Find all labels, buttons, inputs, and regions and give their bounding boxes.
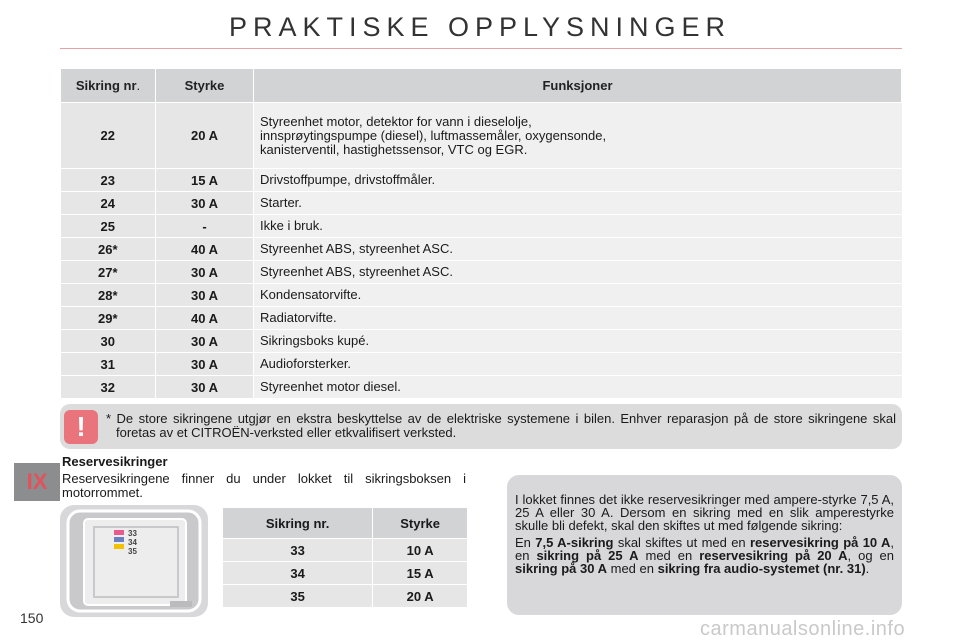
reserve-row <box>223 562 468 585</box>
info-paragraph-1: I lokket finnes det ikke reservesikringer med ampere-styrke 7,5 A, 25 A eller 30 A. Dersom en sikring med en slik amperestyrke skulle bli defekt, skal den skiftes ut med følgende sikring: <box>515 492 894 533</box>
warning-note-text: * De store sikringene utgjør en ekstra beskyttelse av de elektriske systemene i bilen. Enhver reparasjon på de store sikringene skal foretas av et CITROËN-verksted eller etkvalifisert verksted. <box>106 411 896 440</box>
reserve-header-amperage: Styrke <box>373 508 468 539</box>
fuse-function <box>254 192 902 215</box>
fuse-number: 31 <box>61 353 156 376</box>
fuse-function <box>254 376 902 399</box>
fuse-row <box>61 353 902 376</box>
header-fuse-number: Sikring nr. <box>61 69 156 103</box>
fuse-function <box>254 261 902 284</box>
fuse-function <box>254 169 902 192</box>
fuse-table-header <box>61 69 902 103</box>
fuse-number: 32 <box>61 376 156 399</box>
fuse-number: 24 <box>61 192 156 215</box>
fuse-amperage: 40 A <box>156 307 254 330</box>
fuse-function-line: Styreenhet motor diesel. <box>260 379 401 394</box>
fuse-row <box>61 376 902 399</box>
fuse-function <box>254 353 902 376</box>
fuse-number: 26* <box>61 238 156 261</box>
fuse-function-line: Ikke i bruk. <box>260 218 323 233</box>
diagram-label-34: 34 <box>128 538 137 547</box>
fuse-function-line: Styreenhet ABS, styreenhet ASC. <box>260 264 453 279</box>
fuse-row <box>61 103 902 169</box>
fuse-function <box>254 284 902 307</box>
diagram-label-35: 35 <box>128 547 137 556</box>
fuse-function-line: kanisterventil, hastighetssensor, VTC og EGR. <box>260 141 528 157</box>
reserve-fuse-number: 35 <box>223 585 373 608</box>
fuse-amperage: 30 A <box>156 330 254 353</box>
reserve-table-body <box>223 539 468 608</box>
fuse-function-line: innsprøytingspumpe (diesel), luftmassemåler, oxygensonde, <box>260 127 607 143</box>
fuse-function-line: Starter. <box>260 195 302 210</box>
title-divider <box>60 48 902 49</box>
page-number: 150 <box>20 610 44 626</box>
fuse-function <box>254 238 902 261</box>
warning-icon: ! <box>64 410 98 444</box>
reserve-header-number: Sikring nr. <box>223 508 373 539</box>
fuse-number: 30 <box>61 330 156 353</box>
reserve-fuse-amperage: 15 A <box>373 562 468 585</box>
fuse-number: 27* <box>61 261 156 284</box>
fuse-row <box>61 330 902 353</box>
fuse-amperage: 15 A <box>156 169 254 192</box>
fuse-amperage: 40 A <box>156 238 254 261</box>
fuse-row <box>61 284 902 307</box>
fuse-number: 29* <box>61 307 156 330</box>
fuse-table <box>60 68 902 399</box>
fuse-box-illustration <box>60 505 208 617</box>
fuse-amperage: 30 A <box>156 376 254 399</box>
fuse-function-line: Sikringsboks kupé. <box>260 333 370 348</box>
fuse-function-line: Drivstoffpumpe, drivstoffmåler. <box>260 172 436 187</box>
reserve-fuse-amperage: 20 A <box>373 585 468 608</box>
fuse-row <box>61 169 902 192</box>
fuse-row <box>61 192 902 215</box>
info-panel <box>507 475 902 615</box>
fuse-function-line: Styreenhet motor, detektor for vann i dieselolje, <box>260 113 532 129</box>
fuse-amperage: 30 A <box>156 284 254 307</box>
fuse-number: 22 <box>61 103 156 169</box>
info-paragraph-2: En 7,5 A-sikring skal skiftes ut med en reservesikring på 10 A, en sikring på 25 A med en reservesikring på 20 A, og en sikring på 30 A med en sikring fra audio-systemet (nr. 31). <box>515 535 895 576</box>
fuse-function <box>254 215 902 238</box>
fuse-amperage: 30 A <box>156 261 254 284</box>
fuse-box-drawing <box>60 505 208 617</box>
page-title: PRAKTISKE OPPLYSNINGER <box>228 12 732 42</box>
header-functions: Funksjoner <box>254 69 902 103</box>
fuse-function-line: Styreenhet ABS, styreenhet ASC. <box>260 241 453 256</box>
fuse-function <box>254 103 902 169</box>
chapter-tab: IX <box>14 463 60 501</box>
fuse-row <box>61 238 902 261</box>
fuse-function-line: Kondensatorvifte. <box>260 287 362 302</box>
fuse-amperage: 30 A <box>156 353 254 376</box>
header-amperage: Styrke <box>156 69 254 103</box>
fuse-row <box>61 307 902 330</box>
fuse-table-body <box>61 103 902 399</box>
reserve-fuses-text: Reservesikringene finner du under lokket til sikringsboksen i motorrommet. <box>62 471 466 500</box>
watermark: carmanualsonline.info <box>700 618 906 640</box>
reserve-fuses-heading: Reservesikringer <box>62 454 168 469</box>
fuse-row <box>61 261 902 284</box>
fuse-function <box>254 330 902 353</box>
warning-note <box>60 404 902 449</box>
fuse-row <box>61 215 902 238</box>
reserve-fuse-number: 33 <box>223 539 373 562</box>
fuse-function-line: Radiatorvifte. <box>260 310 337 325</box>
diagram-label-33: 33 <box>128 529 137 538</box>
fuse-number: 25 <box>61 215 156 238</box>
fuse-function <box>254 307 902 330</box>
fuse-number: 23 <box>61 169 156 192</box>
fuse-number: 28* <box>61 284 156 307</box>
fuse-amperage: 20 A <box>156 103 254 169</box>
reserve-row <box>223 539 468 562</box>
reserve-row <box>223 585 468 608</box>
reserve-table-header <box>223 508 468 539</box>
fuse-amperage: - <box>156 215 254 238</box>
fuse-function-line: Audioforsterker. <box>260 356 352 371</box>
reserve-fuse-number: 34 <box>223 562 373 585</box>
reserve-fuse-amperage: 10 A <box>373 539 468 562</box>
reserve-fuse-table <box>222 507 468 608</box>
fuse-amperage: 30 A <box>156 192 254 215</box>
